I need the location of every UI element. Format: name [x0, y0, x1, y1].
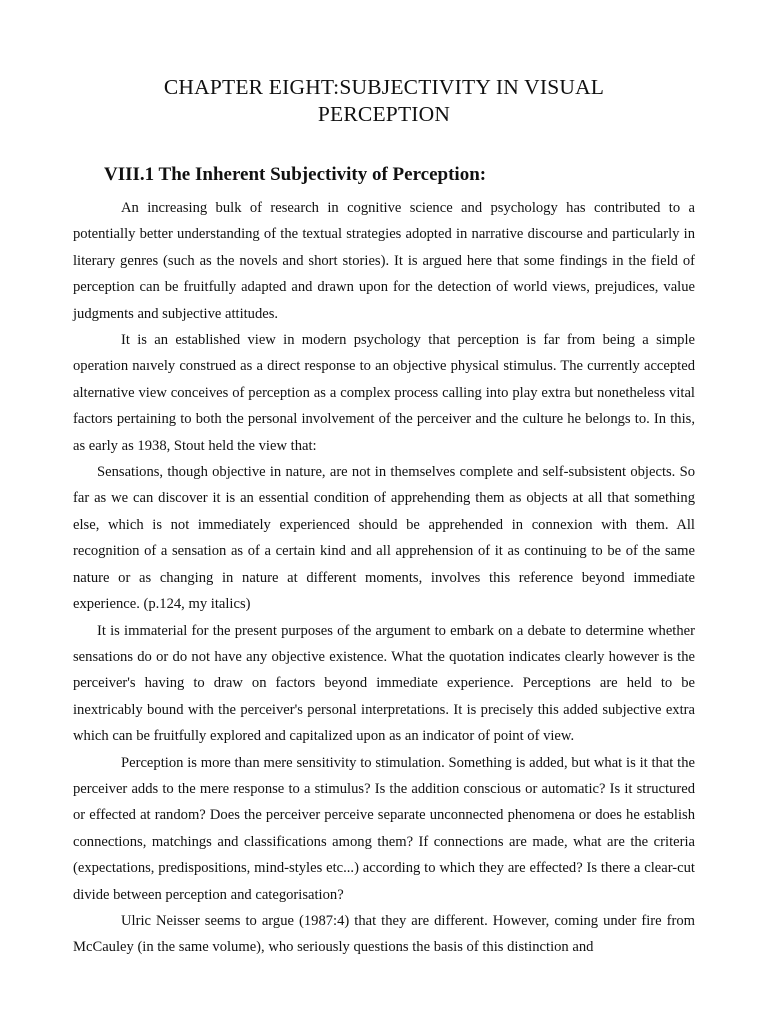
block-quote-stout: Sensations, though objective in nature, are not in themselves complete and self-subsistent objects. So far as we can discover it is an essential condition of apprehending them as objects at all that something else, which is not immediately experienced should be apprehended in connexion with them. All recognition of a sensation as of a certain kind and all apprehension of it as continuing to be of the same nature or as changing in nature at different moments, involves this reference beyond immediate experience. (p.124, my italics) — [73, 464, 695, 613]
chapter-title: CHAPTER EIGHT:SUBJECTIVITY IN VISUAL PERCEPTION — [163, 75, 605, 126]
body-text — [73, 195, 695, 961]
paragraph-perception-more: Perception is more than mere sensitivity to stimulation. Something is added, but what is it that the perceiver adds to the mere response to a stimulus? Is the addition conscious or automatic? Is it structured or effected at random? Does the perceiver perceive separate unconnected phenomena or does he establish connections, matchings and classifications among them? If connections are made, what are the criteria (expectations, predispositions, mind-styles etc...) according to which they are effected? Is there a clear-cut divide between perception and categorisation? — [73, 754, 695, 903]
paragraph-intro: An increasing bulk of research in cognitive science and psychology has contributed to a potentially better understanding of the textual strategies adopted in narrative discourse and particularly in literary genres (such as the novels and short stories). It is argued here that some findings in the field of perception can be fruitfully adapted and drawn upon for the detection of world views, prejudices, value judgments and subjective attitudes. — [73, 200, 695, 322]
section-heading: VIII.1 The Inherent Subjectivity of Perception: — [104, 164, 487, 185]
paragraph-neisser: Ulric Neisser seems to argue (1987:4) that they are different. However, coming under fire from McCauley (in the same volume), who seriously questions the basis of this distinction and — [73, 912, 695, 956]
paragraph-established-view: It is an established view in modern psychology that perception is far from being a simple operation naıvely construed as a direct response to an objective physical stimulus. The currently accepted alternative view conceives of perception as a complex process calling into play extra but nonetheless vital factors pertaining to both the personal involvement of the perceiver and the culture he belongs to. In this, as early as 1938, Stout held the view that: — [73, 332, 695, 454]
paragraph-immaterial: It is immaterial for the present purposes of the argument to embark on a debate to determine whether sensations do or do not have any objective existence. What the quotation indicates clearly however is the perceiver's having to draw on factors beyond immediate experience. Perceptions are held to be inextricably bound with the perceiver's personal interpretations. It is precisely this added subjective extra which can be fruitfully explored and capitalized upon as an indicator of point of view. — [73, 622, 695, 745]
